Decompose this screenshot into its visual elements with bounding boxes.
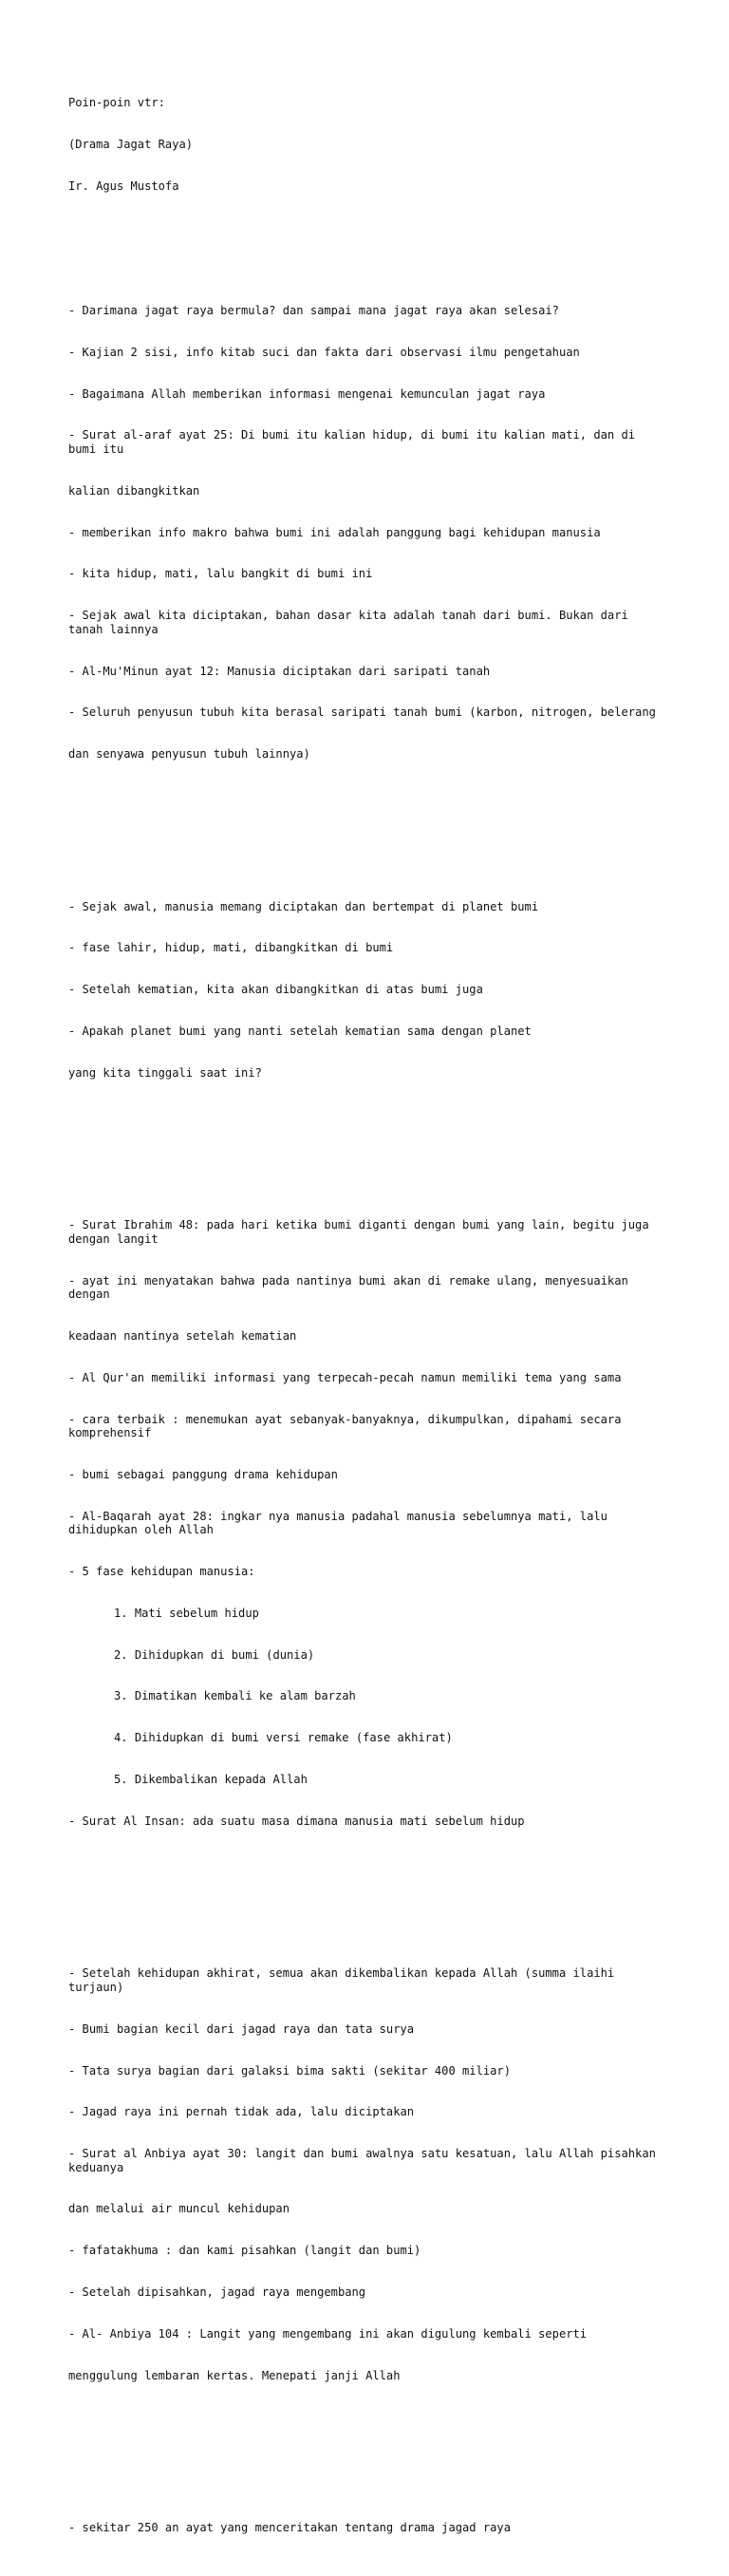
list-item: menggulung lembaran kertas. Menepati janji Allah bbox=[68, 2368, 401, 2382]
list-item: - Sejak awal, manusia memang diciptakan dan bertempat di planet bumi bbox=[68, 899, 539, 913]
section-3 bbox=[68, 1191, 666, 1856]
document-page bbox=[68, 68, 666, 2576]
list-item: - Seluruh penyusun tubuh kita berasal saripati tanah bumi (karbon, nitrogen, belerang bbox=[68, 705, 656, 720]
list-item: - sekitar 250 an ayat yang menceritakan tentang drama jagad raya bbox=[68, 2521, 511, 2535]
doc-title: Poin-poin vtr: bbox=[68, 96, 165, 110]
list-item: - Al- Anbiya 104 : Langit yang mengembang ini akan digulung kembali seperti bbox=[68, 2326, 588, 2341]
list-item: - Sejak awal kita diciptakan, bahan dasar kita adalah tanah dari bumi. Bukan dari tanah lainnya bbox=[68, 609, 636, 636]
list-item: - Bagaimana Allah memberikan informasi mengenai kemunculan jagat raya bbox=[68, 386, 546, 401]
section-5 bbox=[68, 2493, 666, 2563]
list-item: yang kita tinggali saat ini? bbox=[68, 1065, 262, 1080]
phase-item: 2. Dihidupkan di bumi (dunia) bbox=[114, 1647, 315, 1662]
list-item: - Setelah kehidupan akhirat, semua akan dikembalikan kepada Allah (summa ilaihi turjaun) bbox=[68, 1966, 622, 1994]
list-item: keadaan nantinya setelah kematian bbox=[68, 1329, 297, 1344]
list-item: - Tata surya bagian dari galaksi bima sakti (sekitar 400 miliar) bbox=[68, 2063, 511, 2078]
list-item: - fafatakhuma : dan kami pisahkan (langit dan bumi) bbox=[68, 2244, 421, 2258]
phase-item: 4. Dihidupkan di bumi versi remake (fase akhirat) bbox=[114, 1731, 453, 1745]
list-item: dan melalui air muncul kehidupan bbox=[68, 2202, 290, 2216]
section-1 bbox=[68, 276, 666, 789]
list-item: - Setelah kematian, kita akan dibangkitkan di atas bumi juga bbox=[68, 983, 483, 997]
list-item: - 5 fase kehidupan manusia: bbox=[68, 1565, 255, 1579]
spacer bbox=[68, 817, 666, 831]
spacer bbox=[68, 1884, 666, 1898]
list-item: - fase lahir, hidup, mati, dibangkitkan di bumi bbox=[68, 941, 394, 955]
spacer bbox=[68, 1136, 666, 1150]
list-item: - Setelah dipisahkan, jagad raya mengembang bbox=[68, 2285, 366, 2299]
list-item: - Surat Al Insan: ada suatu masa dimana manusia mati sebelum hidup bbox=[68, 1814, 525, 1828]
section-2 bbox=[68, 872, 666, 1107]
list-item: kalian dibangkitkan bbox=[68, 483, 200, 498]
phase-item: 1. Mati sebelum hidup bbox=[114, 1606, 259, 1620]
doc-author: Ir. Agus Mustofa bbox=[68, 179, 179, 193]
list-item: - memberikan info makro bahwa bumi ini adalah panggung bagi kehidupan manusia bbox=[68, 525, 601, 539]
phase-item: 5. Dikembalikan kepada Allah bbox=[114, 1773, 308, 1787]
list-item: - bumi sebagai panggung drama kehidupan bbox=[68, 1467, 338, 1481]
doc-subtitle: (Drama Jagat Raya) bbox=[68, 137, 194, 151]
list-item: dan senyawa penyusun tubuh lainnya) bbox=[68, 747, 310, 762]
list-item: - Darimana jagat raya bermula? dan sampai mana jagat raya akan selesai? bbox=[68, 304, 559, 318]
list-item: - Surat al-araf ayat 25: Di bumi itu kalian hidup, di bumi itu kalian mati, dan di bumi itu bbox=[68, 428, 643, 457]
list-item: - Surat Ibrahim 48: pada hari ketika bumi diganti dengan bumi yang lain, begitu juga dengan langit bbox=[68, 1218, 656, 1246]
list-item: - Kajian 2 sisi, info kitab suci dan fakta dari observasi ilmu pengetahuan bbox=[68, 345, 580, 359]
list-item: - Apakah planet bumi yang nanti setelah kematian sama dengan planet bbox=[68, 1024, 532, 1038]
phase-item: 3. Dimatikan kembali ke alam barzah bbox=[114, 1689, 356, 1703]
list-item: - kita hidup, mati, lalu bangkit di bumi ini bbox=[68, 567, 373, 581]
list-item: - Al-Baqarah ayat 28: ingkar nya manusia padahal manusia sebelumnya mati, lalu dihidupkan oleh Allah bbox=[68, 1509, 615, 1537]
spacer bbox=[68, 2438, 666, 2453]
list-item: - Jagad raya ini pernah tidak ada, lalu diciptakan bbox=[68, 2105, 415, 2119]
list-item: - Al Qur'an memiliki informasi yang terpecah-pecah namun memiliki tema yang sama bbox=[68, 1370, 622, 1384]
list-item: - cara terbaik : menemukan ayat sebanyak-banyaknya, dikumpulkan, dipahami secara komprehensif bbox=[68, 1412, 628, 1440]
list-item: - Al-Mu'Minun ayat 12: Manusia diciptakan dari saripati tanah bbox=[68, 664, 491, 678]
list-item: - Surat al Anbiya ayat 30: langit dan bumi awalnya satu kesatuan, lalu Allah pisahkan keduanya bbox=[68, 2147, 664, 2174]
list-item: - ayat ini menyatakan bahwa pada nantinya bumi akan di remake ulang, menyesuaikan dengan bbox=[68, 1273, 636, 1302]
list-item: - Bumi bagian kecil dari jagad raya dan tata surya bbox=[68, 2021, 415, 2036]
spacer bbox=[68, 221, 666, 235]
section-4 bbox=[68, 1939, 666, 2410]
